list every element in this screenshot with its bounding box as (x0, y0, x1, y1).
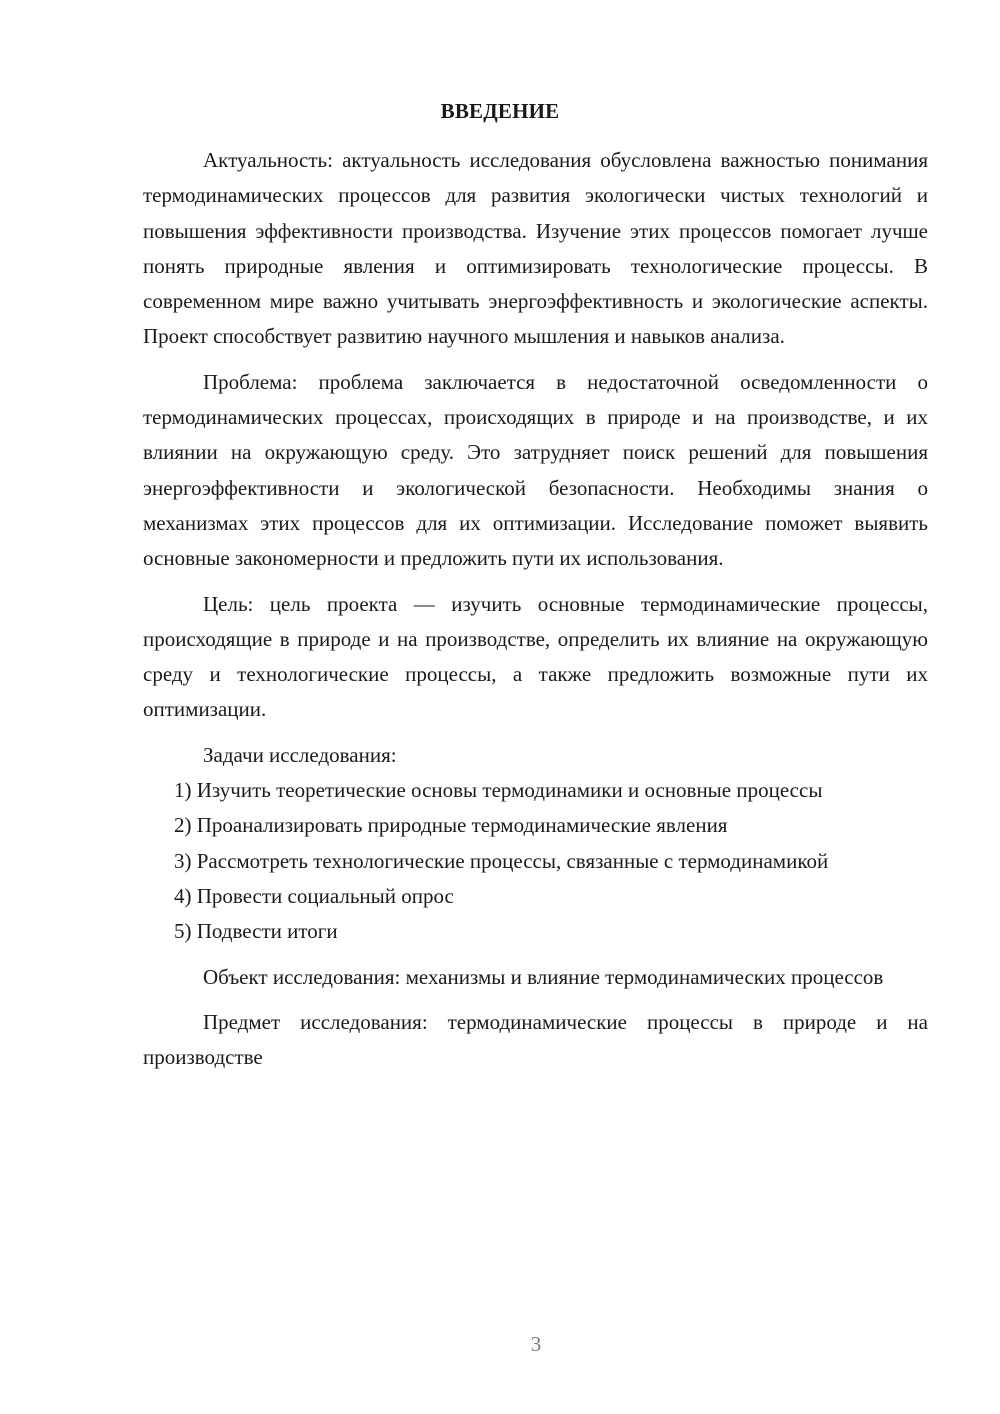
goal-paragraph: Цель: цель проекта — изучить основные термодинамические процессы, происходящие в природе и на производстве, определить их влияние на окружающую среду и технологические процессы, а также предложить возможные пути их оптимизации. (143, 591, 928, 722)
tasks-heading: Задачи исследования: (203, 742, 397, 767)
page-number: 3 (530, 1332, 542, 1356)
task-item-2: 2) Проанализировать природные термодинамические явления (174, 813, 728, 838)
relevance-paragraph: Актуальность: актуальность исследования обусловлена важностью понимания термодинамических процессов для развития экологически чистых технологий и повышения эффективности производства. Изучение этих процессов помогает лучше понять природные явления и оптимизировать технологические процессы. В современном мире важно учитывать энергоэффективность и экологические аспекты. Проект способствует развитию научного мышления и навыков анализа. (143, 148, 928, 349)
subject-paragraph: Предмет исследования: термодинамические процессы в природе и на производстве (143, 1009, 928, 1070)
task-item-1: 1) Изучить теоретические основы термодинамики и основные процессы (174, 778, 823, 803)
object-paragraph: Объект исследования: механизмы и влияние термодинамических процессов (203, 964, 884, 989)
task-item-3: 3) Рассмотреть технологические процессы, связанные с термодинамикой (174, 848, 829, 873)
document-body (143, 143, 928, 1075)
page-title: ВВЕДЕНИЕ (440, 99, 560, 123)
problem-paragraph: Проблема: проблема заключается в недостаточной осведомленности о термодинамических процессах, происходящих в природе и на производстве, и их влиянии на окружающую среду. Это затрудняет поиск решений для повышения энергоэффективности и экологической безопасности. Необходимы знания о механизмах этих процессов для их оптимизации. Исследование поможет выявить основные закономерности и предложить пути их использования. (143, 369, 928, 571)
task-item-4: 4) Провести социальный опрос (174, 883, 454, 908)
task-item-5: 5) Подвести итоги (174, 919, 338, 944)
